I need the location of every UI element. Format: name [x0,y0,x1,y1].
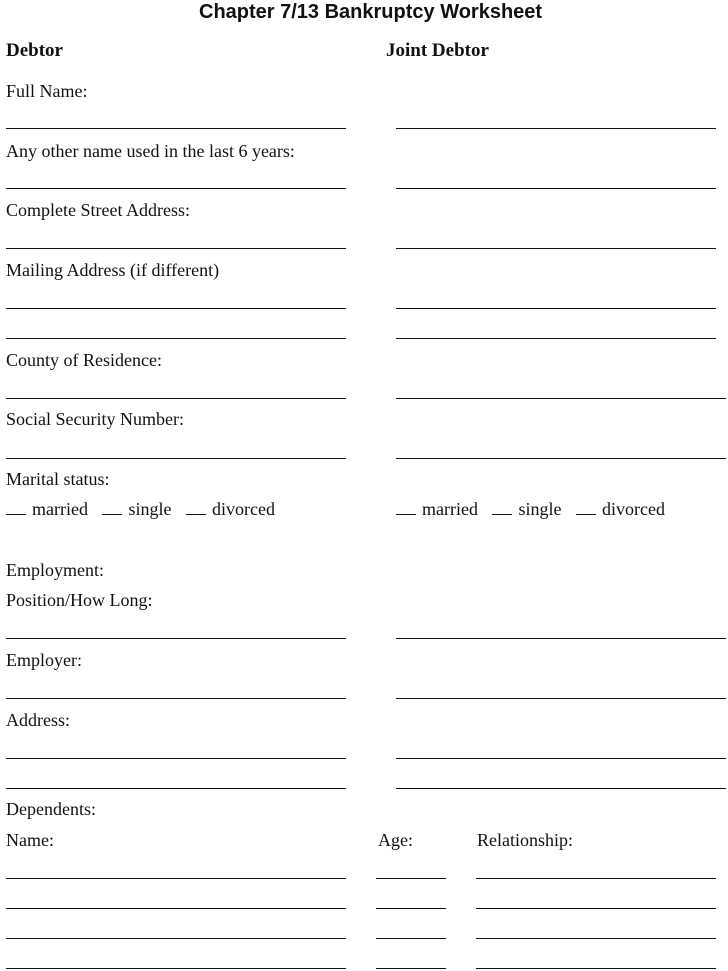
single-blank[interactable] [492,500,512,515]
joint-employer-address-line-1[interactable] [396,758,726,759]
joint-ssn-line[interactable] [396,458,726,459]
debtor-ssn-line[interactable] [6,458,346,459]
divorced-blank[interactable] [186,500,206,515]
dependent-name-label: Name: [6,830,54,850]
joint-street-address-line[interactable] [396,248,716,249]
dependent-relationship-line[interactable] [476,878,716,879]
dependent-name-line[interactable] [6,878,346,879]
debtor-column-header: Debtor [6,40,63,61]
divorced-option: divorced [211,499,275,519]
joint-employer-address-line-2[interactable] [396,788,726,789]
other-name-label: Any other name used in the last 6 years: [6,141,295,161]
dependent-age-line[interactable] [376,968,446,969]
single-blank[interactable] [102,500,122,515]
joint-mailing-address-line-1[interactable] [396,308,716,309]
debtor-mailing-address-line-2[interactable] [6,338,346,339]
joint-mailing-address-line-2[interactable] [396,338,716,339]
employment-heading: Employment: [6,560,104,580]
single-option: single [128,499,172,519]
street-address-label: Complete Street Address: [6,200,190,220]
mailing-address-label: Mailing Address (if different) [6,260,220,280]
joint-full-name-line[interactable] [396,128,716,129]
joint-other-name-line[interactable] [396,188,716,189]
ssn-label: Social Security Number: [6,409,184,429]
dependents-heading: Dependents: [6,799,96,819]
married-blank[interactable] [396,500,416,515]
joint-debtor-column-header: Joint Debtor [386,40,489,61]
dependent-relationship-line[interactable] [476,968,716,969]
divorced-blank[interactable] [576,500,596,515]
divorced-option: divorced [601,499,665,519]
debtor-marital-options [6,500,285,518]
dependent-age-label: Age: [378,830,413,850]
dependent-name-line[interactable] [6,968,346,969]
position-label: Position/How Long: [6,590,153,610]
dependent-relationship-line[interactable] [476,938,716,939]
dependent-name-line[interactable] [6,938,346,939]
debtor-mailing-address-line-1[interactable] [6,308,346,309]
county-label: County of Residence: [6,350,162,370]
debtor-employer-line[interactable] [6,698,346,699]
dependent-relationship-line[interactable] [476,908,716,909]
debtor-employer-address-line-1[interactable] [6,758,346,759]
dependent-relationship-label: Relationship: [477,830,573,850]
dependent-age-line[interactable] [376,908,446,909]
debtor-county-line[interactable] [6,398,346,399]
full-name-label: Full Name: [6,81,88,101]
joint-position-line[interactable] [396,638,726,639]
debtor-position-line[interactable] [6,638,346,639]
dependent-age-line[interactable] [376,878,446,879]
single-option: single [518,499,562,519]
page-title: Chapter 7/13 Bankruptcy Worksheet [199,1,543,23]
marital-status-label: Marital status: [6,469,110,489]
joint-marital-options [396,500,675,518]
debtor-other-name-line[interactable] [6,188,346,189]
joint-county-line[interactable] [396,398,726,399]
joint-employer-line[interactable] [396,698,726,699]
debtor-full-name-line[interactable] [6,128,346,129]
debtor-employer-address-line-2[interactable] [6,788,346,789]
married-blank[interactable] [6,500,26,515]
employer-address-label: Address: [6,710,70,730]
dependent-age-line[interactable] [376,938,446,939]
dependent-name-line[interactable] [6,908,346,909]
married-option: married [422,499,478,519]
debtor-street-address-line[interactable] [6,248,346,249]
married-option: married [32,499,88,519]
employer-label: Employer: [6,650,82,670]
